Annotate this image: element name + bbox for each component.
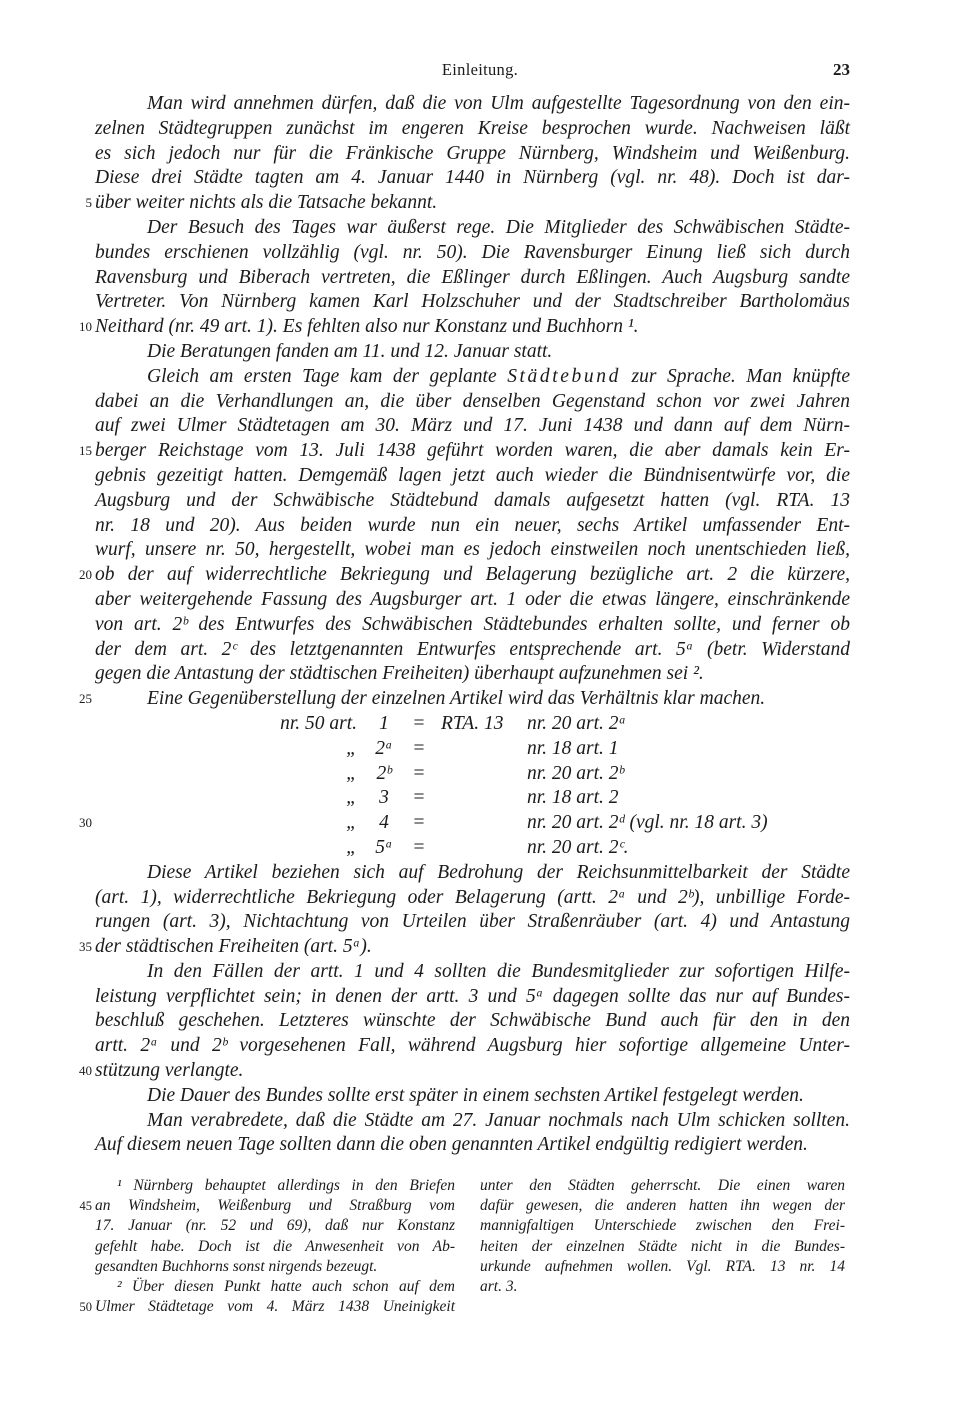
text-line — [95, 910, 850, 935]
cell-target: nr. 20 art. 2ᵈ (vgl. nr. 18 art. 3) — [527, 812, 768, 834]
spaced-emphasis: Städtebund — [507, 365, 621, 387]
text-line — [95, 216, 850, 241]
line-text: dafür gewesen, die anderen hatten ihn wegen der — [480, 1197, 845, 1215]
paragraph — [79, 365, 850, 687]
margin-line-number: 20 — [79, 567, 92, 583]
paragraph — [95, 1109, 850, 1159]
cell-left: nr. 50 art. — [280, 712, 357, 734]
text-line — [95, 538, 850, 563]
text-line — [79, 687, 850, 712]
line-text: über weiter nichts als die Tatsache bekannt. — [95, 192, 438, 214]
paragraph — [95, 1084, 850, 1109]
text-line — [95, 861, 850, 886]
margin-line-number: 50 — [79, 1300, 92, 1315]
line-text: In den Fällen der artt. 1 und 4 sollten die Bundesmitglieder zur sofortigen Hilfe- — [147, 960, 850, 982]
footnote-column — [480, 1176, 845, 1317]
line-text: art. 3. — [480, 1277, 518, 1295]
text-line — [95, 489, 850, 514]
page-number: 23 — [833, 60, 850, 79]
line-text: berger Reichstage vom 13. Juli 1438 geführt worden waren, die aber damals kein Er- — [95, 440, 850, 462]
text-line — [95, 464, 850, 489]
text-line — [95, 886, 850, 911]
margin-line-number: 25 — [79, 691, 92, 707]
text-line — [95, 414, 850, 439]
text-line — [480, 1216, 845, 1236]
line-text: 17. Januar (nr. 52 und 69), daß nur Konstanz — [95, 1217, 455, 1235]
cell-ref: RTA. 13 — [441, 712, 504, 734]
text-line — [480, 1196, 845, 1216]
cell-left: „ — [346, 737, 357, 759]
margin-line-number: 5 — [85, 195, 92, 211]
line-text: ¹ Nürnberg behauptet allerdings in den Briefen — [117, 1177, 455, 1194]
paragraph — [79, 687, 850, 712]
line-text: gegen die Antastung der städtischen Freiheiten) überhaupt aufzunehmen sei ². — [95, 663, 704, 685]
cell-left: „ — [346, 812, 357, 834]
line-text: bundes erschienen vollzählig (vgl. nr. 50). Die Ravensburger Einung ließ sich durch — [95, 241, 850, 263]
text-line — [95, 266, 850, 291]
text-line — [95, 1176, 455, 1196]
text-line — [85, 191, 850, 216]
line-text: artt. 2ᵃ und 2ᵇ vorgesehenen Fall, während Augsburg hier sofortige allgemeine Unter- — [95, 1035, 850, 1057]
footnote — [79, 1176, 455, 1277]
line-text: heiten der einzelnen Städte nicht in die Bundes- — [480, 1237, 845, 1255]
paragraph — [79, 861, 850, 960]
text-line — [95, 1084, 850, 1109]
cell-sign: = — [413, 812, 425, 834]
cell-ref — [433, 836, 523, 861]
cell-ref — [433, 737, 523, 762]
line-text: rungen (art. 3), Nichtachtung von Urteilen über Straßenräuber (art. 4) und Antastung — [95, 911, 850, 933]
text-line — [95, 142, 850, 167]
text-line — [79, 1297, 455, 1317]
cell-sign: = — [413, 712, 425, 734]
cell-target: nr. 18 art. 2 — [527, 787, 619, 809]
footnotes — [79, 1176, 845, 1317]
table-row — [79, 811, 850, 836]
line-text: Man wird annehmen dürfen, daß die von Ulm aufgestellte Tagesordnung von den ein- — [147, 93, 850, 114]
text-line — [95, 1237, 455, 1257]
text-line — [95, 588, 850, 613]
line-text: urkunde aufnehmen wollen. Vgl. RTA. 13 nr. 14 — [480, 1257, 845, 1275]
text-line — [79, 315, 850, 340]
line-text: Neithard (nr. 49 art. 1). Es fehlten also nur Konstanz und Buchhorn ¹. — [95, 316, 639, 338]
running-title: Einleitung. — [441, 60, 519, 79]
text-line — [95, 514, 850, 539]
line-text: Diese Artikel beziehen sich auf Bedrohung der Reichsunmittelbarkeit der Städte — [147, 861, 850, 883]
text-line — [95, 638, 850, 663]
line-text: gesandten Buchhorns sonst nirgends bezeugt. — [95, 1257, 378, 1275]
cell-art: 4 — [379, 812, 389, 834]
line-text: beschluß geschehen. Letzteres wünschte der Schwäbische Bund auch für den in den — [95, 1010, 850, 1032]
cell-left: „ — [346, 762, 357, 784]
cell-art: 2ᵇ — [376, 762, 392, 784]
article-concordance-table — [79, 712, 850, 861]
line-text: Vertreter. Von Nürnberg kamen Karl Holzschuher und der Stadtschreiber Bartholomäus — [95, 291, 850, 313]
line-text: gebnis gezeitigt hatten. Demgemäß lagen jetzt auch wieder die Bündnisentwürfe vor, die — [95, 464, 850, 486]
text-line — [95, 117, 850, 142]
text-line — [95, 613, 850, 638]
text-line — [95, 1133, 850, 1158]
text-line — [95, 340, 850, 365]
paragraph — [79, 960, 850, 1084]
line-text: Diese drei Städte tagten am 4. Januar 1440 in Nürnberg (vgl. nr. 48). Doch ist dar- — [95, 167, 850, 189]
text-line — [95, 365, 850, 390]
line-text: Die Dauer des Bundes sollte erst später in einem sechsten Artikel festgelegt werden. — [147, 1084, 804, 1106]
line-text: unter den Städten geherrscht. Die einen waren — [480, 1177, 845, 1194]
line-text: Der Besuch des Tages war äußerst rege. Die Mitglieder des Schwäbischen Städte- — [147, 216, 850, 238]
text-line — [95, 1109, 850, 1134]
text-line — [79, 1059, 850, 1084]
cell-ref — [433, 786, 523, 811]
cell-art: 3 — [379, 787, 389, 809]
line-text: Ravensburg und Biberach vertreten, die Eßlinger durch Eßlingen. Auch Augsburg sandte — [95, 266, 850, 288]
page-header — [0, 58, 960, 82]
text-line — [95, 1216, 455, 1236]
text-segment: Gleich am ersten Tage kam der geplante — [147, 365, 508, 387]
line-text: es sich jedoch nur für die Fränkische Gruppe Nürnberg, Windsheim und Weißenburg. — [95, 142, 850, 164]
table-row — [95, 762, 850, 787]
margin-line-number: 35 — [79, 939, 92, 955]
paragraph — [79, 216, 850, 340]
line-text: Auf diesem neuen Tage sollten dann die oben genannten Artikel endgültig redigiert werden. — [95, 1134, 808, 1156]
line-text: mannigfaltigen Unterschiede zwischen den Frei- — [480, 1217, 845, 1235]
line-text: Eine Gegenüberstellung der einzelnen Artikel wird das Verhältnis klar machen. — [147, 688, 766, 710]
table-row — [95, 712, 850, 737]
text-line — [95, 92, 850, 117]
text-line — [95, 1277, 455, 1297]
table-row — [95, 786, 850, 811]
cell-target: nr. 20 art. 2ᵇ — [527, 762, 624, 784]
paragraph — [95, 340, 850, 365]
margin-line-number: 10 — [79, 319, 92, 335]
line-text: der dem art. 2ᶜ des letztgenannten Entwurfes entsprechende art. 5ᵃ (betr. Widerstand — [95, 638, 850, 660]
cell-sign: = — [413, 762, 425, 784]
text-line — [79, 439, 850, 464]
line-text: an Windsheim, Weißenburg und Straßburg vom — [95, 1197, 455, 1215]
line-text: Ulmer Städtetage vom 4. März 1438 Uneinigkeit — [95, 1298, 455, 1316]
text-segment: zur Sprache. Man knüpfte — [620, 365, 850, 387]
text-line — [79, 563, 850, 588]
line-text: Man verabredete, daß die Städte am 27. Januar nochmals nach Ulm schicken sollten. — [147, 1109, 850, 1131]
text-line — [95, 241, 850, 266]
text-line — [79, 935, 850, 960]
margin-line-number: 30 — [79, 815, 92, 831]
text-line — [480, 1237, 845, 1257]
text-line — [95, 985, 850, 1010]
line-text: gefehlt habe. Doch ist die Anwesenheit von Ab- — [95, 1237, 455, 1255]
text-line — [95, 960, 850, 985]
text-line — [95, 390, 850, 415]
line-text: stützung verlangte. — [95, 1060, 244, 1082]
margin-line-number: 15 — [79, 443, 92, 459]
paragraph — [85, 92, 850, 216]
cell-sign: = — [413, 737, 425, 759]
cell-sign: = — [413, 787, 425, 809]
line-text: Augsburg und der Schwäbische Städtebund damals aufgesetzt hatten (vgl. RTA. 13 — [95, 489, 850, 511]
text-line — [480, 1277, 845, 1297]
line-text: ob der auf widerrechtliche Bekriegung und Belagerung bezügliche art. 2 die kürzere, — [95, 564, 850, 586]
line-text: Die Beratungen fanden am 11. und 12. Januar statt. — [147, 340, 553, 362]
text-line — [480, 1176, 845, 1196]
cell-sign: = — [413, 836, 425, 858]
cell-target: nr. 20 art. 2ᶜ. — [527, 836, 629, 858]
text-line — [95, 1257, 455, 1277]
footnote — [480, 1176, 845, 1297]
text-line — [95, 662, 850, 687]
margin-line-number: 45 — [79, 1199, 92, 1214]
table-row — [95, 836, 850, 861]
cell-art: 2ᵃ — [375, 737, 393, 759]
cell-art: 5ᵃ — [375, 836, 393, 858]
footnote — [79, 1277, 455, 1317]
text-line — [79, 1196, 455, 1216]
main-text — [79, 92, 850, 1158]
line-text: dabei an die Verhandlungen an, die über denselben Gegenstand schon vor zwei Jahren — [95, 390, 850, 412]
cell-ref — [433, 762, 523, 787]
cell-target: nr. 20 art. 2ᵃ — [527, 712, 627, 734]
table-row — [95, 737, 850, 762]
line-text: (art. 1), widerrechtliche Bekriegung oder Belagerung (artt. 2ᵃ und 2ᵇ), unbillige Forde- — [95, 886, 850, 908]
cell-ref — [433, 811, 523, 836]
line-text: nr. 18 und 20). Aus beiden wurde nun ein neuer, sechs Artikel umfassender Ent- — [95, 514, 850, 536]
line-text: ² Über diesen Punkt hatte auch schon auf dem — [117, 1277, 455, 1295]
text-line — [480, 1257, 845, 1277]
cell-target: nr. 18 art. 1 — [527, 737, 619, 759]
line-text: zelnen Städtegruppen zunächst im engeren Kreise besprochen wurde. Nachweisen läßt — [95, 117, 850, 139]
line-text: leistung verpflichtet sein; in denen der artt. 3 und 5ᵃ dagegen sollte das nur auf Bundes- — [95, 985, 850, 1007]
text-line — [95, 1009, 850, 1034]
line-text: auf zwei Ulmer Städtetagen am 30. März und 17. Juni 1438 und dann auf dem Nürn- — [95, 415, 850, 437]
footnote-column — [79, 1176, 455, 1317]
line-text: aber weitergehende Fassung des Augsburger art. 1 oder die etwas längere, einschränkende — [95, 588, 850, 610]
cell-art: 1 — [379, 712, 389, 734]
text-line — [95, 290, 850, 315]
text-line — [95, 166, 850, 191]
line-text: von art. 2ᵇ des Entwurfes des Schwäbischen Städtebundes erhalten sollte, und ferner ob — [95, 613, 850, 635]
cell-left: „ — [346, 836, 357, 858]
margin-line-number: 40 — [79, 1063, 92, 1079]
line-text: wurf, unsere nr. 50, hergestellt, wobei man es jedoch einstweilen noch unentschieden ließ, — [95, 539, 850, 561]
text-line — [95, 1034, 850, 1059]
cell-left: „ — [346, 787, 357, 809]
line-text: der städtischen Freiheiten (art. 5ᵃ). — [95, 936, 372, 958]
